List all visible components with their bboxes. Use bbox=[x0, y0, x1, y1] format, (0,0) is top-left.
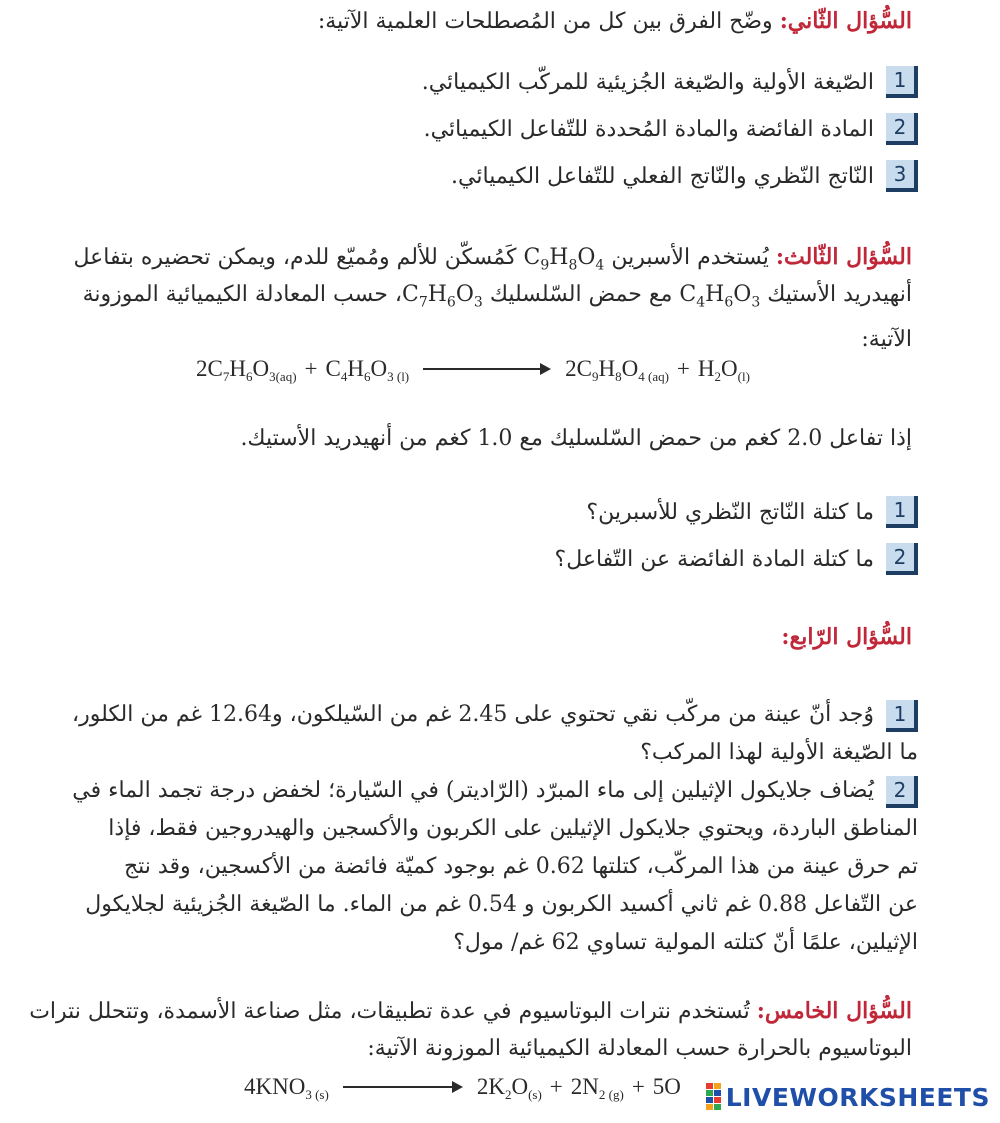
q3-heading: السُّؤال الثّالث: bbox=[775, 244, 912, 270]
eq1-product-1: $2C_9H_8O_{4 (aq)}$ bbox=[565, 356, 669, 384]
liveworksheets-watermark bbox=[702, 1081, 990, 1113]
equation-kno3-decomposition bbox=[244, 1074, 681, 1103]
q4-heading-line bbox=[32, 618, 912, 657]
q5-line-2: البوتاسيوم بالحرارة حسب المعادلة الكيميائية الموزونة الآتية: bbox=[367, 1036, 912, 1061]
plus-sign: + bbox=[304, 356, 318, 381]
plus-sign: + bbox=[631, 1074, 645, 1099]
q4-item-1-line-2: ما الصّيغة الأولية لهذا المركب؟ bbox=[640, 740, 918, 765]
q3-line-2 bbox=[32, 276, 912, 359]
q2-intro: وضّح الفرق بين كل من المُصطلحات العلمية الآتية: bbox=[317, 9, 773, 34]
anhydride-formula: $C_4H_6O_3$ bbox=[679, 282, 761, 311]
q4-item-2-line-2: المناطق الباردة، ويحتوي جلايكول الإثيلين على الكربون والأكسجين والهيدروجين فقط، فإذا bbox=[108, 816, 918, 841]
liveworksheets-brand-text: LIVEWORKSHEETS bbox=[725, 1082, 990, 1112]
q3-item-1-text: ما كتلة النّاتج النّظري للأسبرين؟ bbox=[586, 499, 874, 525]
q2-heading: السُّؤال الثّاني: bbox=[779, 8, 912, 34]
q2-item-3-text: النّاتج النّظري والنّاتج الفعلي للتّفاعل الكيميائي. bbox=[451, 163, 874, 189]
item-number-badge: 2 bbox=[886, 776, 918, 808]
eq2-product-2: $2N_{2 (g)}$ bbox=[570, 1074, 624, 1102]
q3-line2-part2: مع حمض السّلسليك bbox=[489, 282, 673, 307]
q2-item-2 bbox=[424, 111, 918, 147]
q4-item-2-line-1: يُضاف جلايكول الإثيلين إلى ماء المبرّد (الرّاديتر) في السّيارة؛ لخفض درجة تجمد الماء في bbox=[72, 778, 874, 803]
item-number-badge: 3 bbox=[886, 160, 918, 192]
q3-intro-part2: كَمُسكّن للألم ومُميّع للدم، ويمكن تحضيره بتفاعل bbox=[73, 245, 517, 270]
q3-line2-part3: ، حسب المعادلة الكيميائية الموزونة الآتية: bbox=[82, 282, 912, 353]
eq1-reactant-1: $2C_7H_6O_{3(aq)}$ bbox=[196, 356, 297, 384]
q2-item-1-text: الصّيغة الأولية والصّيغة الجُزيئية للمركّب الكيميائي. bbox=[421, 69, 874, 95]
q5-heading: السُّؤال الخامس: bbox=[756, 998, 912, 1024]
q5-line-1-text: تُستخدم نترات البوتاسيوم في عدة تطبيقات، مثل صناعة الأسمدة، وتتحلل نترات bbox=[29, 999, 750, 1024]
reaction-arrow-icon bbox=[423, 362, 551, 376]
equation-aspirin-synthesis bbox=[196, 356, 750, 385]
q4-heading: السُّؤال الرّابع: bbox=[781, 624, 912, 650]
eq2-reactant: $4KNO_{3 (s)}$ bbox=[244, 1074, 329, 1102]
eq2-product-3: 5O bbox=[652, 1074, 681, 1099]
aspirin-formula: $C_9H_8O_4$ bbox=[523, 245, 605, 274]
q2-heading-line bbox=[32, 2, 912, 41]
q3-condition: إذا تفاعل 2.0 كغم من حمض السّلسليك مع 1.0 كغم من أنهيدريد الأستيك. bbox=[240, 426, 912, 451]
q3-item-1 bbox=[586, 494, 918, 530]
liveworksheets-logo-icon bbox=[706, 1083, 722, 1111]
item-number-badge: 2 bbox=[886, 113, 918, 145]
q3-item-2 bbox=[555, 541, 918, 577]
q3-item-2-text: ما كتلة المادة الفائضة عن التّفاعل؟ bbox=[554, 546, 874, 572]
q4-item-1-line-1: وُجد أنّ عينة من مركّب نقي تحتوي على 2.45 غم من السّيلكون، و12.64 غم من الكلور، bbox=[72, 702, 874, 727]
q4-item-2-line-3: تم حرق عينة من هذا المركّب، كتلتها 0.62 غم بوجود كميّة فائضة من الأكسجين، وقد نتج bbox=[123, 854, 918, 879]
eq1-reactant-2: $C_4H_6O_{3 (l)}$ bbox=[325, 356, 410, 384]
q3-intro-part1: يُستخدم الأسبرين bbox=[611, 245, 769, 270]
item-number-badge: 1 bbox=[886, 700, 918, 732]
eq1-product-2: $H_2O_{(l)}$ bbox=[697, 356, 750, 384]
q4-item-2 bbox=[28, 772, 918, 962]
item-number-badge: 1 bbox=[886, 496, 918, 528]
q2-item-2-text: المادة الفائضة والمادة المُحددة للتّفاعل الكيميائي. bbox=[423, 116, 874, 142]
q2-item-1 bbox=[422, 64, 918, 100]
item-number-badge: 1 bbox=[886, 66, 918, 98]
q2-item-3 bbox=[451, 158, 918, 194]
q5-line-1 bbox=[22, 992, 912, 1031]
q4-item-1 bbox=[28, 696, 918, 772]
q4-item-2-line-5: الإثيلين، علمًا أنّ كتلته المولية تساوي 62 غم/ مول؟ bbox=[453, 930, 918, 955]
salicylic-formula: $C_7H_6O_3$ bbox=[401, 282, 483, 311]
q3-line2-part1: أنهيدريد الأستيك bbox=[767, 282, 912, 307]
plus-sign: + bbox=[676, 356, 690, 381]
plus-sign: + bbox=[549, 1074, 563, 1099]
eq2-product-1: $2K_2O_{(s)}$ bbox=[476, 1074, 542, 1102]
item-number-badge: 2 bbox=[886, 543, 918, 575]
q4-item-2-line-4: عن التّفاعل 0.88 غم ثاني أكسيد الكربون و 0.54 غم من الماء. ما الصّيغة الجُزيئية لجلايكول bbox=[85, 892, 918, 917]
reaction-arrow-icon bbox=[343, 1080, 463, 1094]
